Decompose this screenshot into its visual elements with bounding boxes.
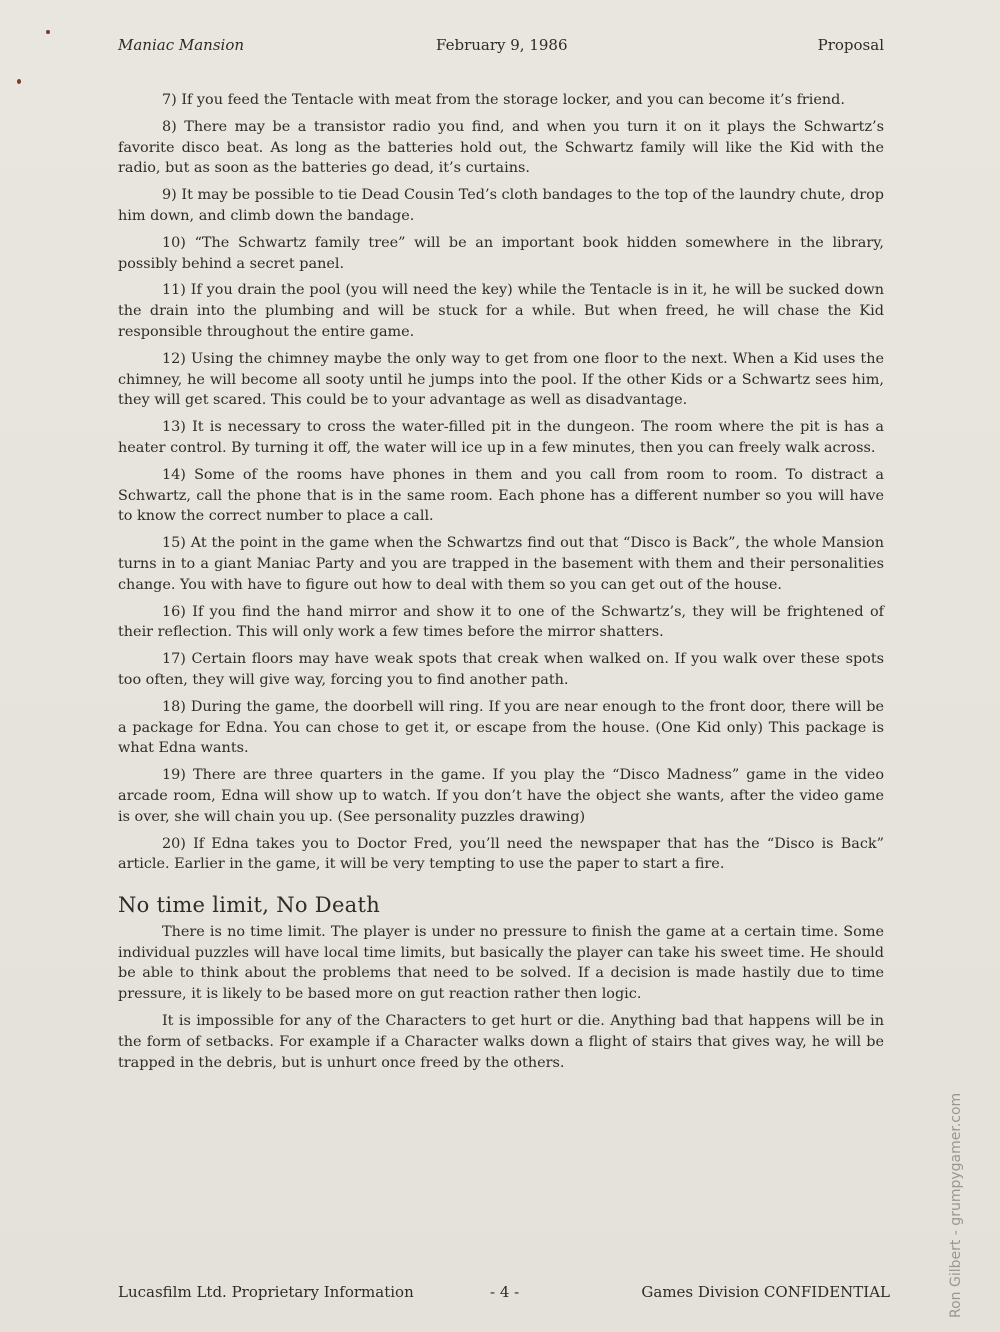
page-header: [118, 36, 884, 58]
paragraph: 7) If you feed the Tentacle with meat from the storage locker, and you can become it’s friend.: [162, 92, 845, 108]
paragraph: 16) If you find the hand mirror and show it to one of the Schwartz’s, they will be frightened of their reflection. This will only work a few times before the mirror shatters.: [118, 603, 884, 641]
paragraph: 11) If you drain the pool (you will need the key) while the Tentacle is in it, he will be sucked down the drain into the plumbing and will be stuck for a while. But when freed, he will chase the Kid responsible throughout the entire game.: [118, 282, 884, 340]
paragraph: 9) It may be possible to tie Dead Cousin Ted’s cloth bandages to the top of the laundry chute, drop him down, and climb down the bandage.: [118, 187, 884, 224]
footer-confidential: Games Division CONFIDENTIAL: [641, 1283, 890, 1301]
section-paragraph: There is no time limit. The player is under no pressure to finish the game at a certain time. Some individual puzzles will have local time limits, but basically the player can take his sweet time. He should be able to think about the problems that need to be solved. If a decision is made hastily due to time pressure, it is likely to be based more on gut reaction rather then logic.: [118, 923, 884, 1003]
paragraph: 14) Some of the rooms have phones in them and you call from room to room. To distract a Schwartz, call the phone that is in the same room. Each phone has a different number so you will have to know the correct number to place a call.: [118, 466, 884, 525]
paragraph: 13) It is necessary to cross the water-filled pit in the dungeon. The room where the pit is has a heater control. By turning it off, the water will ice up in a few minutes, then you can freely walk across.: [118, 419, 884, 456]
paragraph: 19) There are three quarters in the game. If you play the “Disco Madness” game in the video arcade room, Edna will show up to watch. If you don’t have the object she wants, after the video game is over, she will chain you up. (See personality puzzles drawing): [118, 767, 884, 825]
paragraph: 12) Using the chimney maybe the only way to get from one floor to the next. When a Kid uses the chimney, he will become all sooty until he jumps into the pool. If the other Kids or a Schwartz sees him, they will get scared. This could be to your advantage as well as disadvantage.: [118, 350, 884, 409]
ink-speck: [46, 30, 50, 34]
header-title: Maniac Mansion: [118, 36, 245, 54]
header-doc-type: Proposal: [817, 36, 884, 54]
page-number: - 4 -: [490, 1283, 520, 1301]
ink-speck: [17, 79, 21, 84]
section-paragraph: It is impossible for any of the Characters to get hurt or die. Anything bad that happens will be in the form of setbacks. For example if a Character walks down a flight of stairs that gives way, he will be trapped in the debris, but is unhurt once freed by the others.: [118, 1013, 884, 1071]
page-footer: [118, 1283, 890, 1305]
watermark: Ron Gilbert - grumpygamer.com: [948, 1092, 964, 1318]
footer-proprietary: Lucasfilm Ltd. Proprietary Information: [118, 1283, 414, 1301]
header-date: February 9, 1986: [436, 36, 568, 54]
section-heading: No time limit, No Death: [118, 893, 381, 918]
paragraph: 8) There may be a transistor radio you find, and when you turn it on it plays the Schwartz’s favorite disco beat. As long as the batteries hold out, the Schwartz family will like the Kid with the radio, but as soon as the batteries go dead, it’s curtains.: [118, 118, 884, 177]
paragraph: 17) Certain floors may have weak spots that creak when walked on. If you walk over these spots too often, they will give way, forcing you to find another path.: [118, 651, 884, 688]
paragraph: 10) “The Schwartz family tree” will be an important book hidden somewhere in the library, possibly behind a secret panel.: [118, 234, 884, 272]
paragraph: 18) During the game, the doorbell will ring. If you are near enough to the front door, there will be a package for Edna. You can chose to get it, or escape from the house. (One Kid only) This package is what Edna wants.: [118, 698, 884, 757]
document-body: [118, 90, 884, 1079]
paragraph: 20) If Edna takes you to Doctor Fred, you’ll need the newspaper that has the “Disco is Back” article. Earlier in the game, it will be very tempting to use the paper to start a fire.: [118, 835, 884, 873]
paragraph: 15) At the point in the game when the Schwartzs find out that “Disco is Back”, the whole Mansion turns in to a giant Maniac Party and you are trapped in the basement with them and their personalities change. You with have to figure out how to deal with them so you can get out of the house.: [118, 535, 884, 593]
